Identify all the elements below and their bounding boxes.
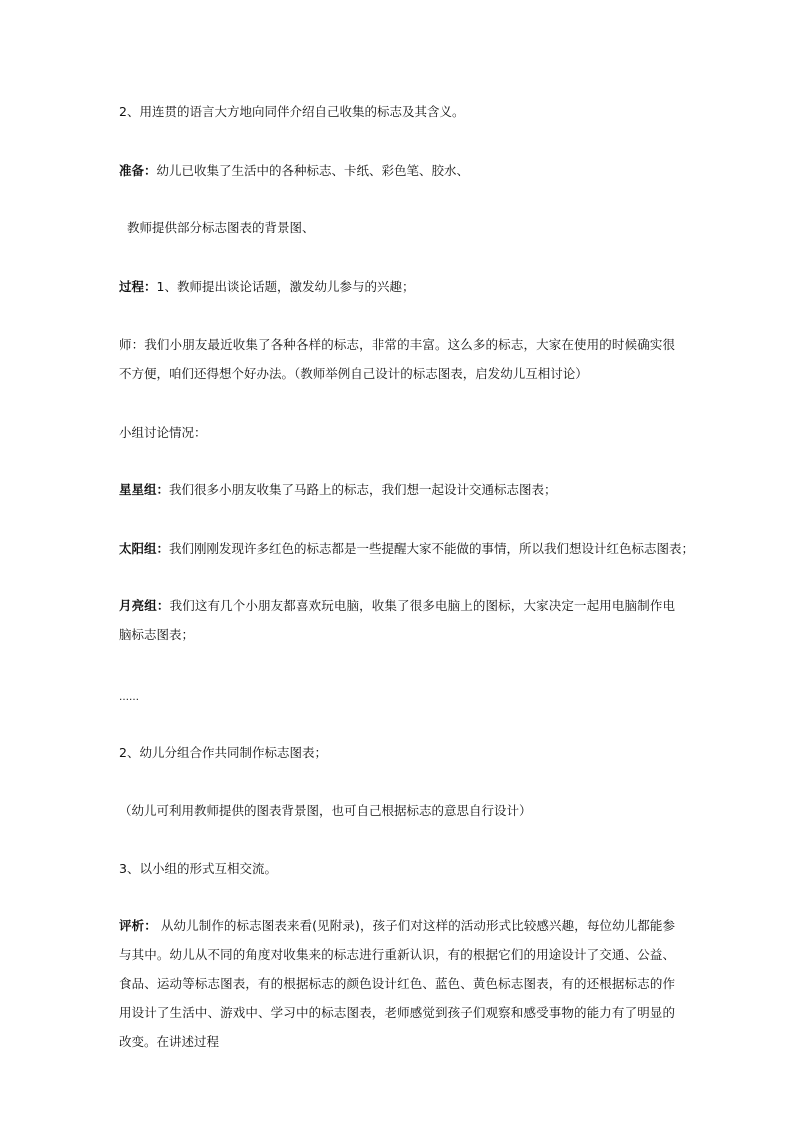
process-step-1: 1、教师提出谈论话题，激发幼儿参与的兴趣； bbox=[156, 279, 415, 294]
group-star-label: 星星组： bbox=[119, 482, 170, 497]
preparation-teacher: 教师提供部分标志图表的背景图、 bbox=[127, 220, 315, 235]
process bbox=[119, 279, 675, 295]
preparation-text: 幼儿已收集了生活中的各种标志、卡纸、彩色笔、胶水、 bbox=[156, 163, 470, 178]
review-text: 从幼儿制作的标志图表来看(见附录)，孩子们对这样的活动形式比较感兴趣，每位幼儿都能参与其中。幼儿从不同的角度对收集来的标志进行重新认识，有的根据它们的用途设计了交通、公益、食品、运动等标志图表，有的根据标志的颜色设计红色、蓝色、黄色标志图表，有的还根据标志的作用设计了生活中、游戏中、学习中的标志图表，老师感觉到孩子们观察和感受事物的能力有了明显的改变。在讲述过程 bbox=[119, 918, 675, 1049]
step-3: 3、以小组的形式互相交流。 bbox=[119, 861, 277, 876]
process-label: 过程： bbox=[119, 279, 157, 294]
step-2: 2、幼儿分组合作共同制作标志图表； bbox=[119, 745, 327, 760]
step-2-note: （幼儿可利用教师提供的图表背景图，也可自己根据标志的意思自行设计） bbox=[119, 803, 532, 818]
group-moon-label: 月亮组： bbox=[119, 598, 170, 613]
ellipsis: …… bbox=[119, 692, 139, 703]
teacher-speech: 师：我们小朋友最近收集了各种各样的标志，非常的丰富。这么多的标志，大家在使用的时候确实很不方便，咱们还得想个好办法。（教师举例自己设计的标志图表，启发幼儿互相讨论） bbox=[119, 337, 675, 381]
group-moon-text: 我们这有几个小朋友都喜欢玩电脑，收集了很多电脑上的图标，大家决定一起用电脑制作电脑标志图表； bbox=[119, 598, 675, 642]
group-star bbox=[119, 482, 675, 498]
group-sun-label: 太阳组： bbox=[119, 541, 170, 556]
review-label: 评析： bbox=[119, 918, 157, 933]
group-sun bbox=[119, 541, 695, 557]
preparation bbox=[119, 163, 675, 179]
review bbox=[119, 911, 675, 1056]
group-sun-text: 我们刚刚发现许多红色的标志都是一些提醒大家不能做的事情，所以我们想设计红色标志图表； bbox=[169, 541, 695, 556]
preparation-label: 准备： bbox=[119, 163, 157, 178]
group-star-text: 我们很多小朋友收集了马路上的标志，我们想一起设计交通标志图表； bbox=[169, 482, 557, 497]
group-moon bbox=[119, 591, 675, 649]
goal-2: 2、用连贯的语言大方地向同伴介绍自己收集的标志及其含义。 bbox=[119, 104, 465, 119]
group-discussion-heading: 小组讨论情况： bbox=[119, 425, 207, 440]
